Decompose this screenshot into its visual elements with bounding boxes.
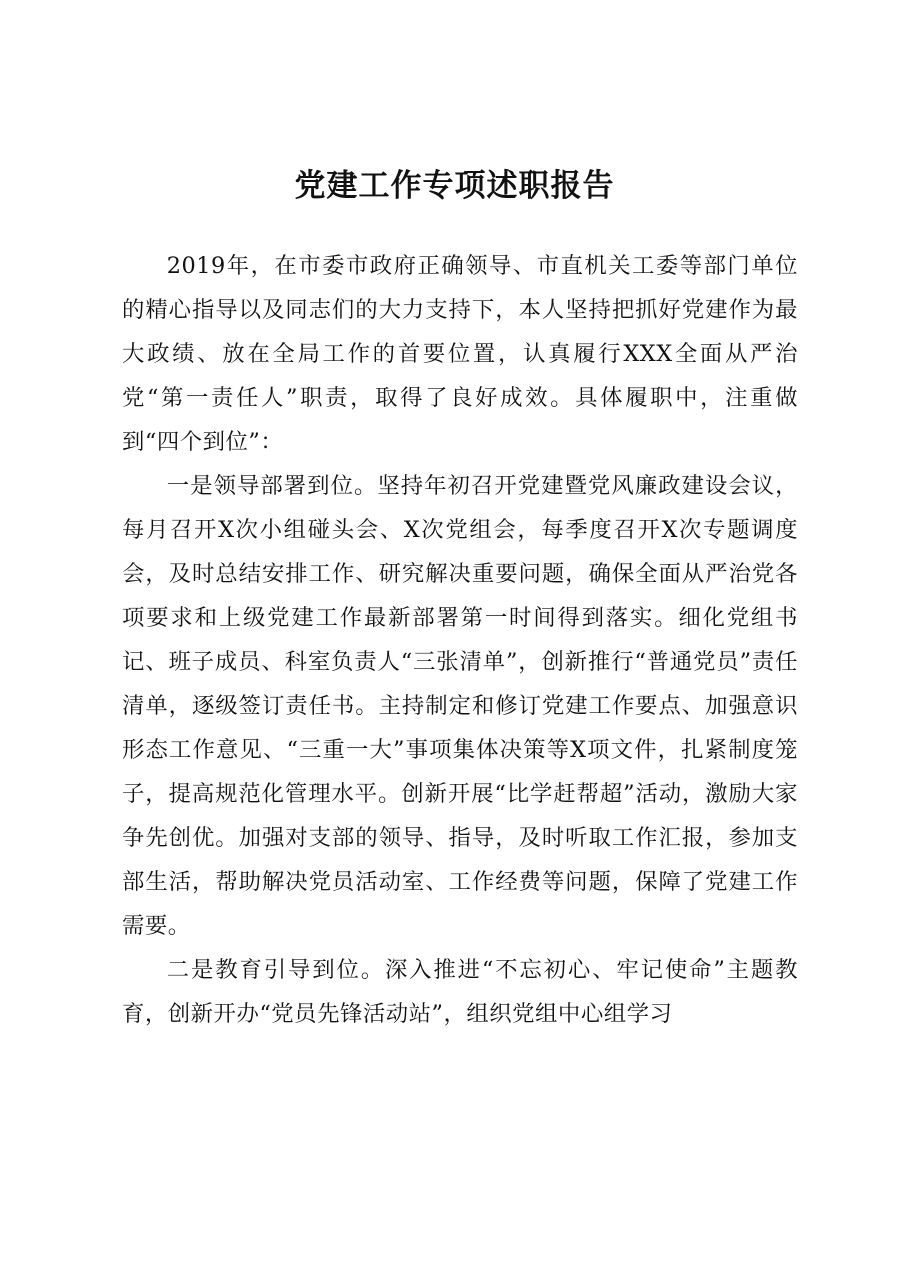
paragraph-leadership: 一是领导部署到位。坚持年初召开党建暨党风廉政建设会议，每月召开X次小组碰头会、X次党组会，每季度召开X次专题调度会，及时总结安排工作、研究解决重要问题，确保全面从严治党各项要求和上级党建工作最新部署第一时间得到落实。细化党组书记、班子成员、科室负责人“三张清单”，创新推行“普通党员”责任清单，逐级签订责任书。主持制定和修订党建工作要点、加强意识形态工作意见、“三重一大”事项集体决策等X项文件，扎紧制度笼子，提高规范化管理水平。创新开展“比学赶帮超”活动，激励大家争先创优。加强对支部的领导、指导，及时听取工作汇报，参加支部生活，帮助解决党员活动室、工作经费等问题，保障了党建工作需要。	[122, 473, 798, 939]
paragraph-education: 二是教育引导到位。深入推进“不忘初心、牢记使命”主题教育，创新开办“党员先锋活动站”，组织党组中心组学习	[122, 957, 798, 1027]
document-title: 党建工作专项述职报告	[294, 168, 615, 204]
document-body	[122, 244, 798, 1036]
paragraph-intro: 2019年，在市委市政府正确领导、市直机关工委等部门单位的精心指导以及同志们的大力支持下，本人坚持把抓好党建作为最大政绩、放在全局工作的首要位置，认真履行XXX全面从严治党“第一责任人”职责，取得了良好成效。具体履职中，注重做到“四个到位”：	[122, 253, 798, 455]
